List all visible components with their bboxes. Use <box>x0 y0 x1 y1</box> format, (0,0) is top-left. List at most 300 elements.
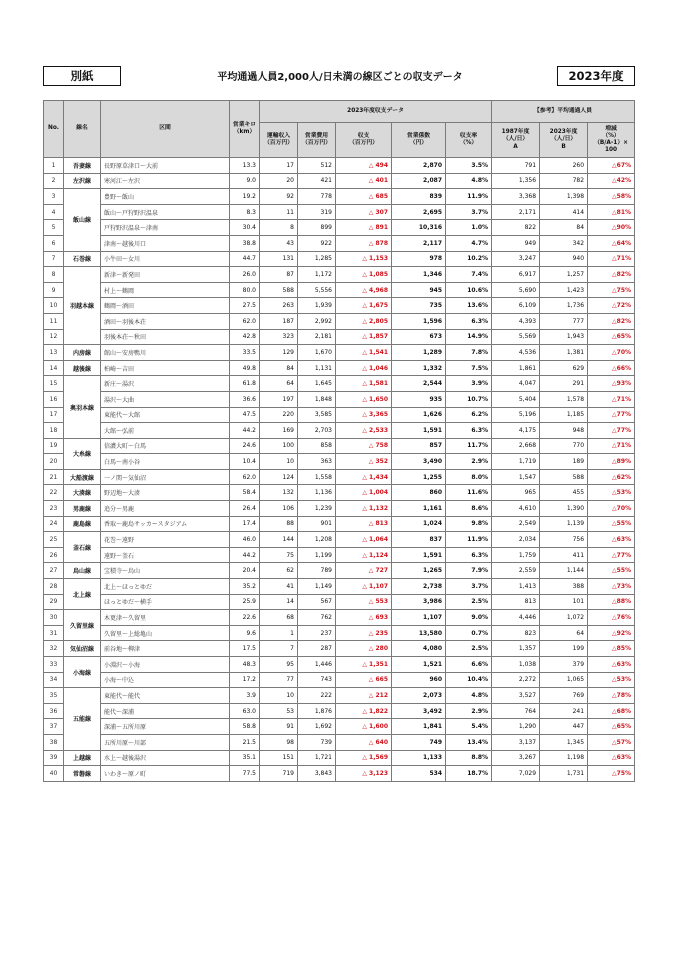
row-no: 27 <box>44 563 64 579</box>
balance-value: △ 665 <box>336 672 392 688</box>
row-no: 38 <box>44 734 64 750</box>
expense-value: 567 <box>298 594 336 610</box>
km-value: 26.4 <box>230 501 260 517</box>
passengers-2023: 948 <box>540 423 588 439</box>
col-balance: 収支 （百万円） <box>336 123 392 158</box>
revenue-value: 41 <box>260 579 298 595</box>
km-value: 44.2 <box>230 547 260 563</box>
km-value: 80.0 <box>230 282 260 298</box>
ratio-value: 11.9% <box>446 189 492 205</box>
section-name: いわき～原ノ町 <box>101 766 230 782</box>
balance-value: △ 235 <box>336 625 392 641</box>
balance-value: △ 553 <box>336 594 392 610</box>
passengers-1987: 2,171 <box>492 204 540 220</box>
coef-value: 1,255 <box>392 469 446 485</box>
km-value: 48.3 <box>230 657 260 673</box>
passengers-2023: 756 <box>540 532 588 548</box>
coef-value: 1,107 <box>392 610 446 626</box>
change-value: △81% <box>588 204 635 220</box>
coef-value: 3,986 <box>392 594 446 610</box>
balance-value: △ 2,805 <box>336 313 392 329</box>
passengers-2023: 1,144 <box>540 563 588 579</box>
passengers-1987: 791 <box>492 158 540 174</box>
col-revenue: 運輸収入 （百万円） <box>260 123 298 158</box>
passengers-2023: 940 <box>540 251 588 267</box>
change-value: △70% <box>588 501 635 517</box>
line-name: 釜石線 <box>64 532 101 563</box>
passengers-1987: 4,610 <box>492 501 540 517</box>
line-name: 石巻線 <box>64 251 101 267</box>
km-value: 35.1 <box>230 750 260 766</box>
line-name: 男鹿線 <box>64 501 101 517</box>
col-2023: 2023年度 （人/日） B <box>540 123 588 158</box>
ratio-value: 8.0% <box>446 469 492 485</box>
passengers-1987: 1,357 <box>492 641 540 657</box>
passengers-1987: 2,668 <box>492 438 540 454</box>
balance-value: △ 1,675 <box>336 298 392 314</box>
col-line: 線名 <box>64 101 101 158</box>
line-name: 北上線 <box>64 579 101 610</box>
line-name: 羽越本線 <box>64 267 101 345</box>
section-name: 白馬～南小谷 <box>101 454 230 470</box>
ratio-value: 3.7% <box>446 204 492 220</box>
ratio-value: 13.4% <box>446 734 492 750</box>
revenue-value: 92 <box>260 189 298 205</box>
balance-value: △ 1,581 <box>336 376 392 392</box>
ratio-value: 11.6% <box>446 485 492 501</box>
ratio-value: 6.3% <box>446 313 492 329</box>
ratio-value: 4.8% <box>446 688 492 704</box>
balance-value: △ 401 <box>336 173 392 189</box>
change-value: △88% <box>588 594 635 610</box>
km-value: 47.5 <box>230 407 260 423</box>
expense-value: 762 <box>298 610 336 626</box>
coef-value: 1,626 <box>392 407 446 423</box>
km-value: 27.5 <box>230 298 260 314</box>
col-km: 営業キロ （km） <box>230 101 260 158</box>
passengers-2023: 379 <box>540 657 588 673</box>
balance-value: △ 1,064 <box>336 532 392 548</box>
change-value: △85% <box>588 641 635 657</box>
line-name: 内房線 <box>64 345 101 361</box>
ratio-value: 11.9% <box>446 532 492 548</box>
passengers-2023: 1,198 <box>540 750 588 766</box>
row-no: 40 <box>44 766 64 782</box>
km-value: 22.6 <box>230 610 260 626</box>
line-name: 烏山線 <box>64 563 101 579</box>
passengers-2023: 189 <box>540 454 588 470</box>
section-name: 能代～深浦 <box>101 703 230 719</box>
col-section: 区間 <box>101 101 230 158</box>
passengers-2023: 1,185 <box>540 407 588 423</box>
passengers-2023: 1,072 <box>540 610 588 626</box>
passengers-1987: 1,861 <box>492 360 540 376</box>
row-no: 32 <box>44 641 64 657</box>
revenue-value: 131 <box>260 251 298 267</box>
coef-value: 673 <box>392 329 446 345</box>
expense-value: 1,721 <box>298 750 336 766</box>
passengers-2023: 777 <box>540 313 588 329</box>
section-name: 五所川原～川部 <box>101 734 230 750</box>
line-name: 鹿島線 <box>64 516 101 532</box>
change-value: △75% <box>588 766 635 782</box>
passengers-2023: 1,345 <box>540 734 588 750</box>
revenue-value: 68 <box>260 610 298 626</box>
change-value: △89% <box>588 454 635 470</box>
passengers-2023: 455 <box>540 485 588 501</box>
line-name: 大船渡線 <box>64 469 101 485</box>
line-name: 左沢線 <box>64 173 101 189</box>
coef-value: 1,332 <box>392 360 446 376</box>
table-row <box>44 625 635 641</box>
passengers-1987: 1,356 <box>492 173 540 189</box>
passengers-2023: 1,065 <box>540 672 588 688</box>
row-no: 35 <box>44 688 64 704</box>
expense-value: 237 <box>298 625 336 641</box>
table-row <box>44 594 635 610</box>
section-name: 久留里～上総亀山 <box>101 625 230 641</box>
ratio-value: 10.6% <box>446 282 492 298</box>
table-row <box>44 688 635 704</box>
passengers-2023: 414 <box>540 204 588 220</box>
passengers-2023: 1,398 <box>540 189 588 205</box>
table-row <box>44 235 635 251</box>
balance-value: △ 3,365 <box>336 407 392 423</box>
table-row <box>44 189 635 205</box>
ratio-value: 2.9% <box>446 454 492 470</box>
balance-value: △ 212 <box>336 688 392 704</box>
change-value: △67% <box>588 158 635 174</box>
revenue-value: 197 <box>260 391 298 407</box>
balance-value: △ 1,600 <box>336 719 392 735</box>
col-change: 増減 （%） （B/A-1）× 100 <box>588 123 635 158</box>
balance-value: △ 693 <box>336 610 392 626</box>
section-name: 寒河江～左沢 <box>101 173 230 189</box>
section-name: 深浦～五所川原 <box>101 719 230 735</box>
expense-value: 1,692 <box>298 719 336 735</box>
revenue-value: 91 <box>260 719 298 735</box>
change-value: △57% <box>588 734 635 750</box>
revenue-value: 132 <box>260 485 298 501</box>
expense-value: 1,645 <box>298 376 336 392</box>
passengers-2023: 782 <box>540 173 588 189</box>
coef-value: 1,133 <box>392 750 446 766</box>
ratio-value: 3.5% <box>446 158 492 174</box>
revenue-value: 187 <box>260 313 298 329</box>
expense-value: 1,939 <box>298 298 336 314</box>
row-no: 34 <box>44 672 64 688</box>
change-value: △63% <box>588 657 635 673</box>
row-no: 12 <box>44 329 64 345</box>
section-name: 東能代～能代 <box>101 688 230 704</box>
passengers-2023: 241 <box>540 703 588 719</box>
section-name: 柏崎～吉田 <box>101 360 230 376</box>
coef-value: 1,289 <box>392 345 446 361</box>
section-name: ほっとゆだ～横手 <box>101 594 230 610</box>
balance-value: △ 1,822 <box>336 703 392 719</box>
table-row <box>44 579 635 595</box>
km-value: 17.4 <box>230 516 260 532</box>
passengers-1987: 6,917 <box>492 267 540 283</box>
coef-value: 1,596 <box>392 313 446 329</box>
row-no: 6 <box>44 235 64 251</box>
table-row <box>44 485 635 501</box>
row-no: 10 <box>44 298 64 314</box>
expense-value: 789 <box>298 563 336 579</box>
row-no: 22 <box>44 485 64 501</box>
row-no: 24 <box>44 516 64 532</box>
coef-value: 4,080 <box>392 641 446 657</box>
attachment-label: 別紙 <box>43 66 121 86</box>
balance-value: △ 640 <box>336 734 392 750</box>
change-value: △77% <box>588 423 635 439</box>
km-value: 26.0 <box>230 267 260 283</box>
passengers-2023: 199 <box>540 641 588 657</box>
section-name: 前谷地～柳津 <box>101 641 230 657</box>
ratio-value: 2.5% <box>446 641 492 657</box>
passengers-2023: 770 <box>540 438 588 454</box>
km-value: 42.8 <box>230 329 260 345</box>
passengers-1987: 1,759 <box>492 547 540 563</box>
km-value: 36.6 <box>230 391 260 407</box>
revenue-value: 1 <box>260 625 298 641</box>
km-value: 62.0 <box>230 313 260 329</box>
section-name: 大館～弘前 <box>101 423 230 439</box>
ratio-value: 7.8% <box>446 345 492 361</box>
km-value: 35.2 <box>230 579 260 595</box>
coef-value: 735 <box>392 298 446 314</box>
revenue-value: 719 <box>260 766 298 782</box>
ratio-value: 6.3% <box>446 547 492 563</box>
passengers-1987: 4,175 <box>492 423 540 439</box>
ratio-value: 11.7% <box>446 438 492 454</box>
expense-value: 1,131 <box>298 360 336 376</box>
col-ratio: 収支率 （%） <box>446 123 492 158</box>
expense-value: 2,181 <box>298 329 336 345</box>
change-value: △71% <box>588 391 635 407</box>
row-no: 2 <box>44 173 64 189</box>
passengers-1987: 5,569 <box>492 329 540 345</box>
passengers-2023: 1,731 <box>540 766 588 782</box>
row-no: 33 <box>44 657 64 673</box>
passengers-1987: 5,690 <box>492 282 540 298</box>
km-value: 44.7 <box>230 251 260 267</box>
ratio-value: 2.9% <box>446 703 492 719</box>
coef-value: 3,490 <box>392 454 446 470</box>
km-value: 9.6 <box>230 625 260 641</box>
revenue-value: 75 <box>260 547 298 563</box>
revenue-value: 151 <box>260 750 298 766</box>
line-name: 奥羽本線 <box>64 376 101 438</box>
row-no: 25 <box>44 532 64 548</box>
revenue-value: 11 <box>260 204 298 220</box>
balance-value: △ 280 <box>336 641 392 657</box>
expense-value: 2,703 <box>298 423 336 439</box>
section-name: 館山～安房鴨川 <box>101 345 230 361</box>
change-value: △92% <box>588 625 635 641</box>
balance-value: △ 1,153 <box>336 251 392 267</box>
balance-value: △ 891 <box>336 220 392 236</box>
coef-value: 978 <box>392 251 446 267</box>
group-ref-passengers: 【参考】平均通過人員 <box>492 101 635 123</box>
table-row <box>44 173 635 189</box>
table-row <box>44 376 635 392</box>
revenue-value: 100 <box>260 438 298 454</box>
table-row <box>44 766 635 782</box>
row-no: 15 <box>44 376 64 392</box>
expense-value: 858 <box>298 438 336 454</box>
table-row <box>44 267 635 283</box>
section-name: 水上～越後湯沢 <box>101 750 230 766</box>
km-value: 10.4 <box>230 454 260 470</box>
section-name: 飯山～戸狩野沢温泉 <box>101 204 230 220</box>
section-name: 新津～新発田 <box>101 267 230 283</box>
km-value: 77.5 <box>230 766 260 782</box>
change-value: △77% <box>588 547 635 563</box>
revenue-value: 106 <box>260 501 298 517</box>
table-row <box>44 454 635 470</box>
change-value: △90% <box>588 220 635 236</box>
section-name: 湯沢～大曲 <box>101 391 230 407</box>
passengers-1987: 2,272 <box>492 672 540 688</box>
passengers-2023: 342 <box>540 235 588 251</box>
km-value: 44.2 <box>230 423 260 439</box>
passengers-1987: 2,034 <box>492 532 540 548</box>
change-value: △65% <box>588 329 635 345</box>
passengers-2023: 260 <box>540 158 588 174</box>
expense-value: 1,172 <box>298 267 336 283</box>
table-row <box>44 360 635 376</box>
expense-value: 1,208 <box>298 532 336 548</box>
passengers-2023: 1,423 <box>540 282 588 298</box>
coef-value: 13,580 <box>392 625 446 641</box>
expense-value: 899 <box>298 220 336 236</box>
km-value: 17.2 <box>230 672 260 688</box>
expense-value: 3,843 <box>298 766 336 782</box>
change-value: △42% <box>588 173 635 189</box>
km-value: 13.3 <box>230 158 260 174</box>
col-no: No. <box>44 101 64 158</box>
coef-value: 837 <box>392 532 446 548</box>
passengers-2023: 1,736 <box>540 298 588 314</box>
section-name: 信濃大町～白馬 <box>101 438 230 454</box>
change-value: △93% <box>588 376 635 392</box>
row-no: 39 <box>44 750 64 766</box>
line-name: 五能線 <box>64 688 101 750</box>
passengers-2023: 769 <box>540 688 588 704</box>
change-value: △55% <box>588 563 635 579</box>
change-value: △73% <box>588 579 635 595</box>
row-no: 21 <box>44 469 64 485</box>
km-value: 21.5 <box>230 734 260 750</box>
coef-value: 2,073 <box>392 688 446 704</box>
table-row <box>44 547 635 563</box>
ratio-value: 7.5% <box>446 360 492 376</box>
passengers-1987: 1,547 <box>492 469 540 485</box>
table-row <box>44 703 635 719</box>
balance-value: △ 1,132 <box>336 501 392 517</box>
coef-value: 960 <box>392 672 446 688</box>
expense-value: 1,848 <box>298 391 336 407</box>
passengers-2023: 447 <box>540 719 588 735</box>
km-value: 58.4 <box>230 485 260 501</box>
line-name: 久留里線 <box>64 610 101 641</box>
ratio-value: 6.6% <box>446 657 492 673</box>
balance-value: △ 1,541 <box>336 345 392 361</box>
km-value: 49.8 <box>230 360 260 376</box>
table-row <box>44 158 635 174</box>
section-name: 北上～ほっとゆだ <box>101 579 230 595</box>
change-value: △76% <box>588 610 635 626</box>
revenue-value: 62 <box>260 563 298 579</box>
passengers-2023: 101 <box>540 594 588 610</box>
passengers-1987: 823 <box>492 625 540 641</box>
coef-value: 2,870 <box>392 158 446 174</box>
section-name: 木更津～久留里 <box>101 610 230 626</box>
row-no: 17 <box>44 407 64 423</box>
line-name: 常磐線 <box>64 766 101 782</box>
section-name: 小淵沢～小海 <box>101 657 230 673</box>
balance-value: △ 813 <box>336 516 392 532</box>
passengers-2023: 388 <box>540 579 588 595</box>
passengers-1987: 3,247 <box>492 251 540 267</box>
passengers-1987: 7,029 <box>492 766 540 782</box>
expense-value: 2,992 <box>298 313 336 329</box>
table-row <box>44 501 635 517</box>
table-row <box>44 329 635 345</box>
balance-value: △ 1,085 <box>336 267 392 283</box>
change-value: △53% <box>588 672 635 688</box>
table-row <box>44 220 635 236</box>
balance-value: △ 1,004 <box>336 485 392 501</box>
balance-value: △ 1,434 <box>336 469 392 485</box>
section-name: 長野原草津口～大前 <box>101 158 230 174</box>
section-name: 遠野～釜石 <box>101 547 230 563</box>
change-value: △68% <box>588 703 635 719</box>
row-no: 19 <box>44 438 64 454</box>
ratio-value: 8.8% <box>446 750 492 766</box>
expense-value: 743 <box>298 672 336 688</box>
km-value: 25.9 <box>230 594 260 610</box>
section-name: 戸狩野沢温泉～津南 <box>101 220 230 236</box>
ratio-value: 9.0% <box>446 610 492 626</box>
balance-value: △ 4,968 <box>336 282 392 298</box>
ratio-value: 10.2% <box>446 251 492 267</box>
table-row <box>44 438 635 454</box>
ratio-value: 4.7% <box>446 235 492 251</box>
table-row <box>44 251 635 267</box>
table-row <box>44 610 635 626</box>
balance-value: △ 727 <box>336 563 392 579</box>
coef-value: 1,591 <box>392 423 446 439</box>
expense-value: 901 <box>298 516 336 532</box>
table-row <box>44 734 635 750</box>
change-value: △72% <box>588 298 635 314</box>
expense-value: 922 <box>298 235 336 251</box>
passengers-2023: 1,578 <box>540 391 588 407</box>
table-row <box>44 345 635 361</box>
ratio-value: 5.4% <box>446 719 492 735</box>
passengers-1987: 1,719 <box>492 454 540 470</box>
change-value: △82% <box>588 267 635 283</box>
section-name: 豊野～飯山 <box>101 189 230 205</box>
km-value: 8.3 <box>230 204 260 220</box>
row-no: 11 <box>44 313 64 329</box>
change-value: △71% <box>588 438 635 454</box>
section-name: 鶴岡～酒田 <box>101 298 230 314</box>
km-value: 19.2 <box>230 189 260 205</box>
table-row <box>44 532 635 548</box>
